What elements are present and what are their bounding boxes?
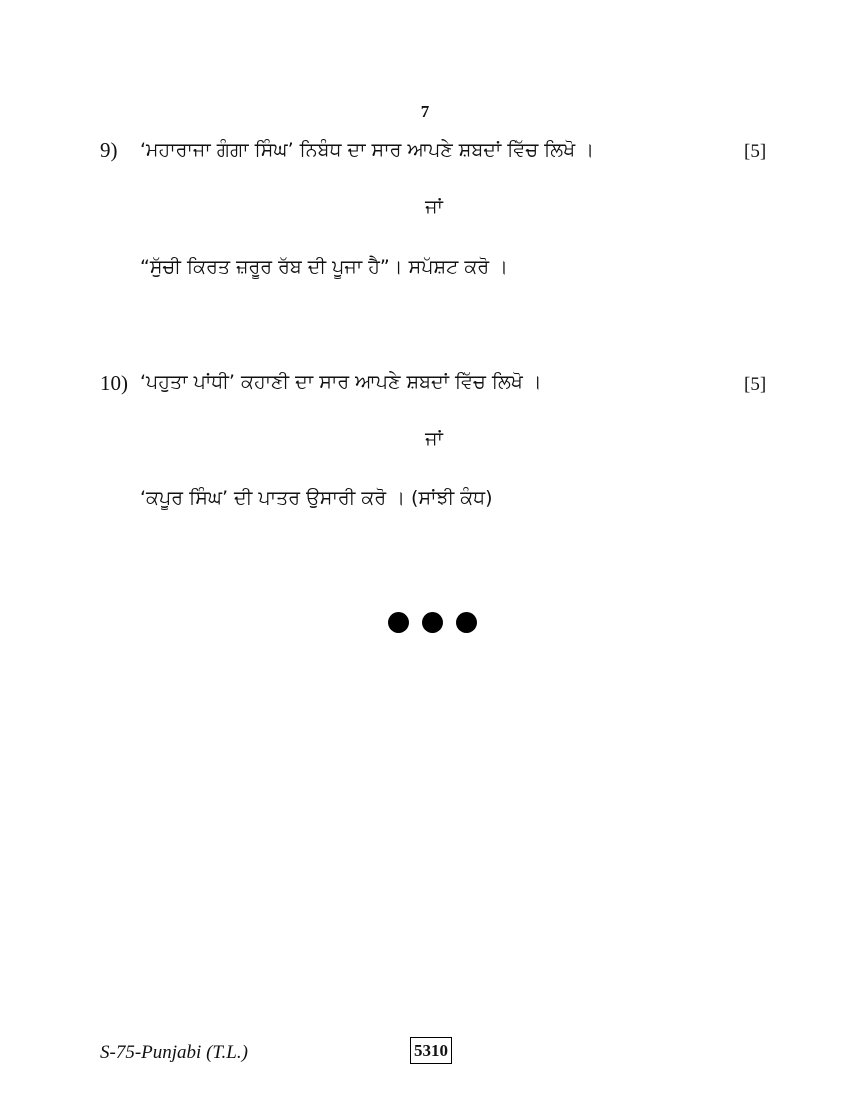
question-10-number: 10) xyxy=(100,371,128,395)
paper-code: S-75-Punjabi (T.L.) xyxy=(100,1042,248,1063)
question-10-text: ‘ਪਹੁਤਾ ਪਾਂਧੀ’ ਕਹਾਣੀ ਦਾ ਸਾਰ ਆਪਣੇ ਸ਼ਬਦਾਂ ਵਿੱਚ ਲਿਖੋ । xyxy=(140,371,542,393)
end-dot-icon xyxy=(388,612,409,633)
question-9-number: 9) xyxy=(100,138,118,162)
question-9-text: ‘ਮਹਾਰਾਜਾ ਗੰਗਾ ਸਿੰਘ’ ਨਿਬੰਧ ਦਾ ਸਾਰ ਆਪਣੇ ਸ਼ਬਦਾਂ ਵਿੱਚ ਲਿਖੋ । xyxy=(140,139,595,161)
question-9-or-label: ਜਾਂ xyxy=(425,196,443,218)
end-dot-icon xyxy=(456,612,477,633)
end-marker xyxy=(388,612,477,633)
question-10-marks: [5] xyxy=(744,374,767,395)
page-number: 7 xyxy=(420,102,430,121)
question-9-marks: [5] xyxy=(744,141,767,162)
question-10-or-label: ਜਾਂ xyxy=(425,428,443,450)
code-box: 5310 xyxy=(410,1037,452,1064)
end-dot-icon xyxy=(422,612,443,633)
question-10-alternative: ‘ਕਪੂਰ ਸਿੰਘ’ ਦੀ ਪਾਤਰ ਉਸਾਰੀ ਕਰੋ । (ਸਾਂਝੀ ਕੰਧ) xyxy=(140,487,493,509)
question-9-alternative: “ਸੁੱਚੀ ਕਿਰਤ ਜ਼ਰੂਰ ਰੱਬ ਦੀ ਪੂਜਾ ਹੈ”। ਸਪੱਸ਼ਟ ਕਰੋ । xyxy=(140,256,508,278)
